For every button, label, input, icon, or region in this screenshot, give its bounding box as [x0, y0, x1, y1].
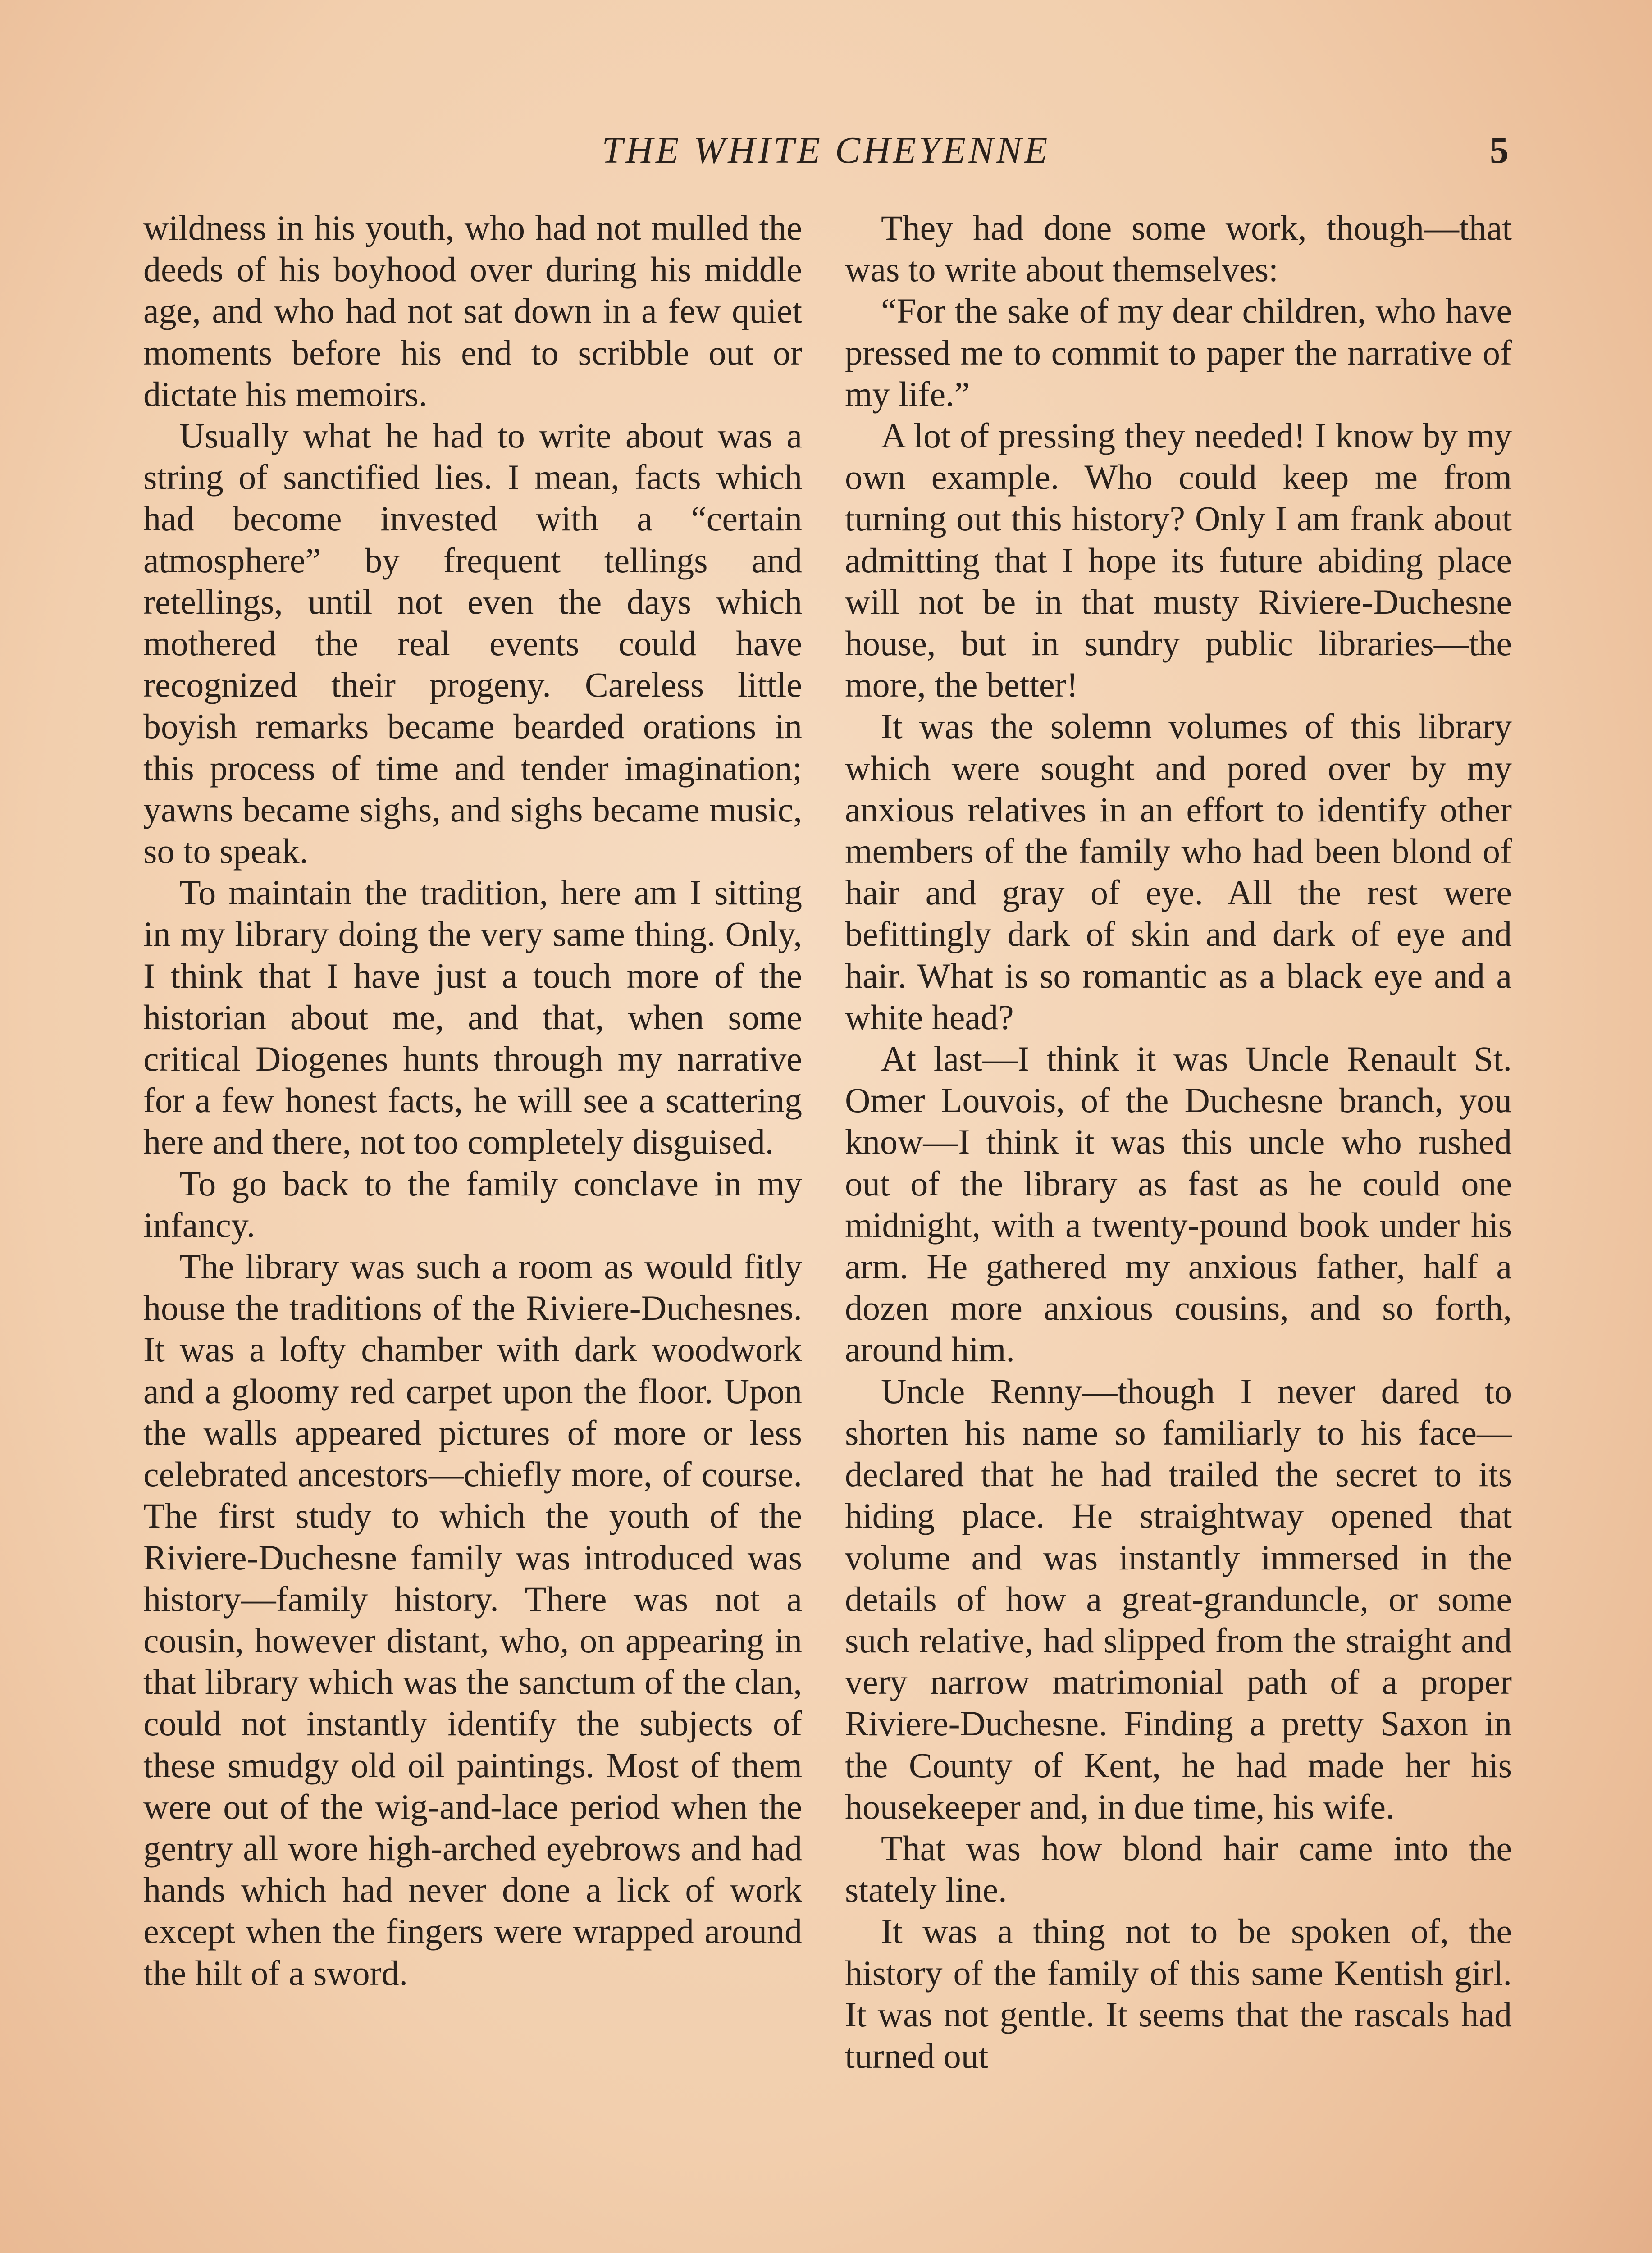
paragraph: The library was such a room as would fitly house the traditions of the Riviere-Duchesnes. It was a lofty chamber with dark woodwork and a gloomy red carpet upon the floor. Upon the walls appeared pictures of more or less celebrated ancestors—chiefly more, of course. The first study to which the youth of the Riviere-Duchesne family was introduced was history—family history. There was not a cousin, however distant, who, on appearing in that library which was the sanctum of the clan, could not instantly identify the subjects of these smudgy old oil paintings. Most of them were out of the wig-and-lace period when the gentry all wore high-arched eyebrows and had hands which had never done a lick of work except when the fingers were wrapped around the hilt of a sword. — [143, 1247, 802, 1993]
paragraph: To go back to the family conclave in my infancy. — [143, 1163, 802, 1245]
paragraph: Uncle Renny—though I never dared to shorten his name so familiarly to his face—declared that he had trailed the secret to its hiding place. He straightway opened that volume and was instantly immersed in the details of how a great-granduncle, or some such relative, had slipped from the straight and very narrow matrimonial path of a proper Riviere-Duchesne. Finding a pretty Saxon in the County of Kent, he had made her his housekeeper and, in due time, his wife. — [845, 1371, 1512, 1826]
paragraph: It was a thing not to be spoken of, the history of the family of this same Kentish girl. It was not gentle. It seems that the rascals had turned out — [845, 1911, 1512, 2075]
quotation-paragraph: “For the sake of my dear children, who have pressed me to commit to paper the narrative of my life.” — [845, 291, 1512, 414]
paragraph: wildness in his youth, who had not mulled the deeds of his boyhood over during his middle age, and who had not sat down in a few quiet moments before his end to scribble out or dictate his memoirs. — [143, 208, 802, 414]
paragraph: It was the solemn volumes of this library which were sought and pored over by my anxious relatives in an effort to identify other members of the family who had been blond of hair and gray of eye. All the rest were befittingly dark of skin and dark of eye and hair. What is so romantic as a black eye and a white head? — [845, 707, 1512, 1037]
left-column — [143, 207, 802, 1994]
paragraph: To maintain the tradition, here am I sitting in my library doing the very same thing. Only, I think that I have just a touch more of the historian about me, and that, when some critical Diogenes hunts through my narrative for a few honest facts, he will see a scattering here and there, not too completely disguised. — [143, 873, 802, 1162]
paragraph: They had done some work, though—that was to write about themselves: — [845, 208, 1512, 289]
paragraph: Usually what he had to write about was a string of sanctified lies. I mean, facts which had become invested with a “certain atmosphere” by frequent tellings and retellings, until not even the days which mothered the real events could have recognized their progeny. Careless little boyish remarks became bearded orations in this process of time and tender imagination; yawns became sighs, and sighs became music, so to speak. — [143, 416, 802, 871]
paragraph: At last—I think it was Uncle Renault St. Omer Louvois, of the Duchesne branch, you know—I think it was this uncle who rushed out of the library as fast as he could one midnight, with a twenty-pound book under his arm. He gathered my anxious father, half a dozen more anxious cousins, and so forth, around him. — [845, 1039, 1512, 1369]
running-head — [0, 128, 1652, 182]
running-title: THE WHITE CHEYENNE — [602, 129, 1050, 171]
right-column — [845, 207, 1512, 2077]
paragraph: That was how blond hair came into the stately line. — [845, 1828, 1512, 1910]
paragraph: A lot of pressing they needed! I know by my own example. Who could keep me from turning out this history? Only I am frank about admitting that I hope its future abiding place will not be in that musty Riviere-Duchesne house, but in sundry public libraries—the more, the better! — [845, 416, 1512, 705]
page-number: 5 — [1490, 129, 1509, 171]
